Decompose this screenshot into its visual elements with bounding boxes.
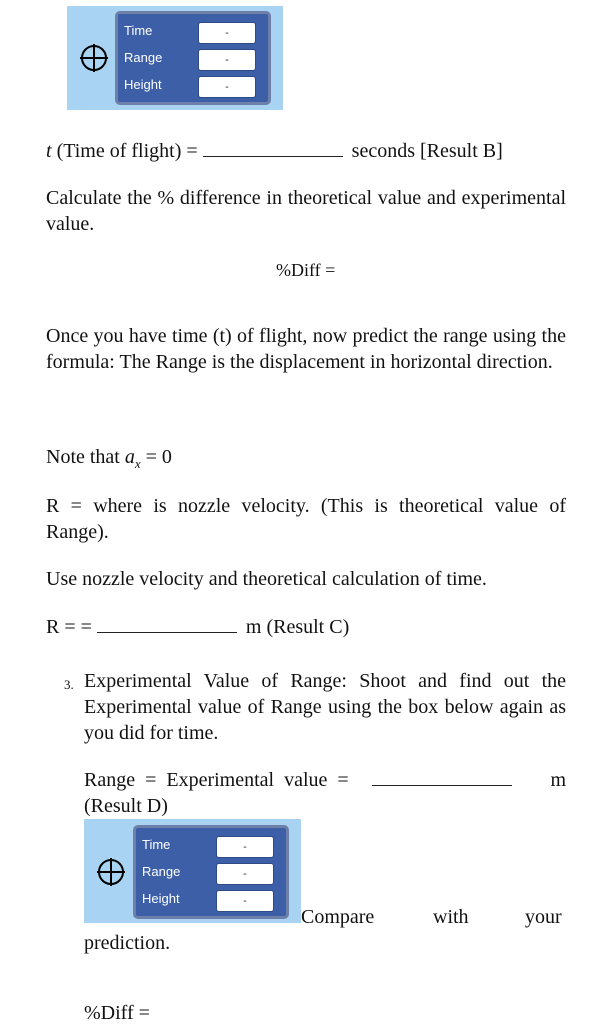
tof-blank[interactable] [203,156,343,157]
time-label: Time [124,23,153,38]
compare-word: Compare [301,906,375,928]
crosshair-icon[interactable] [96,857,126,887]
tof-units: seconds [Result B] [351,140,503,162]
your-word: your [525,906,562,928]
predict-range-paragraph: Once you have time (t) of flight, now predict the range using the formula: The Range is the displacement in horizontal direction. [46,325,566,373]
readout-panel [133,825,289,919]
range-experimental-blank[interactable] [372,785,512,786]
result-d-label: (Result D) [84,795,168,817]
crosshair-icon[interactable] [79,43,109,73]
pct-diff-formula-1: %Diff = [276,260,336,280]
prediction-word: prediction. [84,932,171,954]
time-of-flight-line [46,138,566,164]
height-value-box[interactable]: - [216,890,274,912]
measurement-widget-top [67,6,283,110]
tof-variable: t [46,140,52,162]
range-value-box[interactable]: - [198,49,256,71]
height-label: Height [142,891,180,906]
range-result-blank[interactable] [97,632,237,633]
time-value-box[interactable]: - [216,836,274,858]
range-result-units: m (Result C) [245,616,350,638]
range-result-prefix: R = = [46,616,92,638]
range-label: Range [124,50,163,65]
note-variable: a [124,446,135,468]
note-prefix: Note that [46,446,120,468]
range-label: Range [142,864,181,879]
measurement-widget-bottom [84,819,301,923]
range-result-line [46,614,349,640]
range-experimental-line [84,767,566,793]
range-experimental-units: m [550,769,566,791]
range-experimental-prefix: Range = Experimental value = [84,769,349,791]
note-suffix: = 0 [145,446,172,468]
use-nozzle-line: Use nozzle velocity and theoretical calculation of time. [46,568,487,590]
time-value-box[interactable]: - [198,22,256,44]
range-value-box[interactable]: - [216,863,274,885]
height-label: Height [124,77,162,92]
note-subscript: x [134,456,141,471]
readout-panel [115,11,271,105]
time-label: Time [142,837,171,852]
item-3-number: 3. [64,677,74,692]
calc-diff-paragraph: Calculate the % difference in theoretical value and experimental value. [46,187,566,235]
height-value-box[interactable]: - [198,76,256,98]
range-definition-paragraph: R = where is nozzle velocity. (This is theoretical value of Range). [46,495,566,543]
tof-label: (Time of flight) = [56,140,198,162]
pct-diff-formula-2: %Diff = [84,1002,150,1024]
with-word: with [433,906,469,928]
item-3-paragraph: Experimental Value of Range: Shoot and find out the Experimental value of Range using the box below again as you did for time. [84,670,566,744]
note-line [46,444,172,477]
